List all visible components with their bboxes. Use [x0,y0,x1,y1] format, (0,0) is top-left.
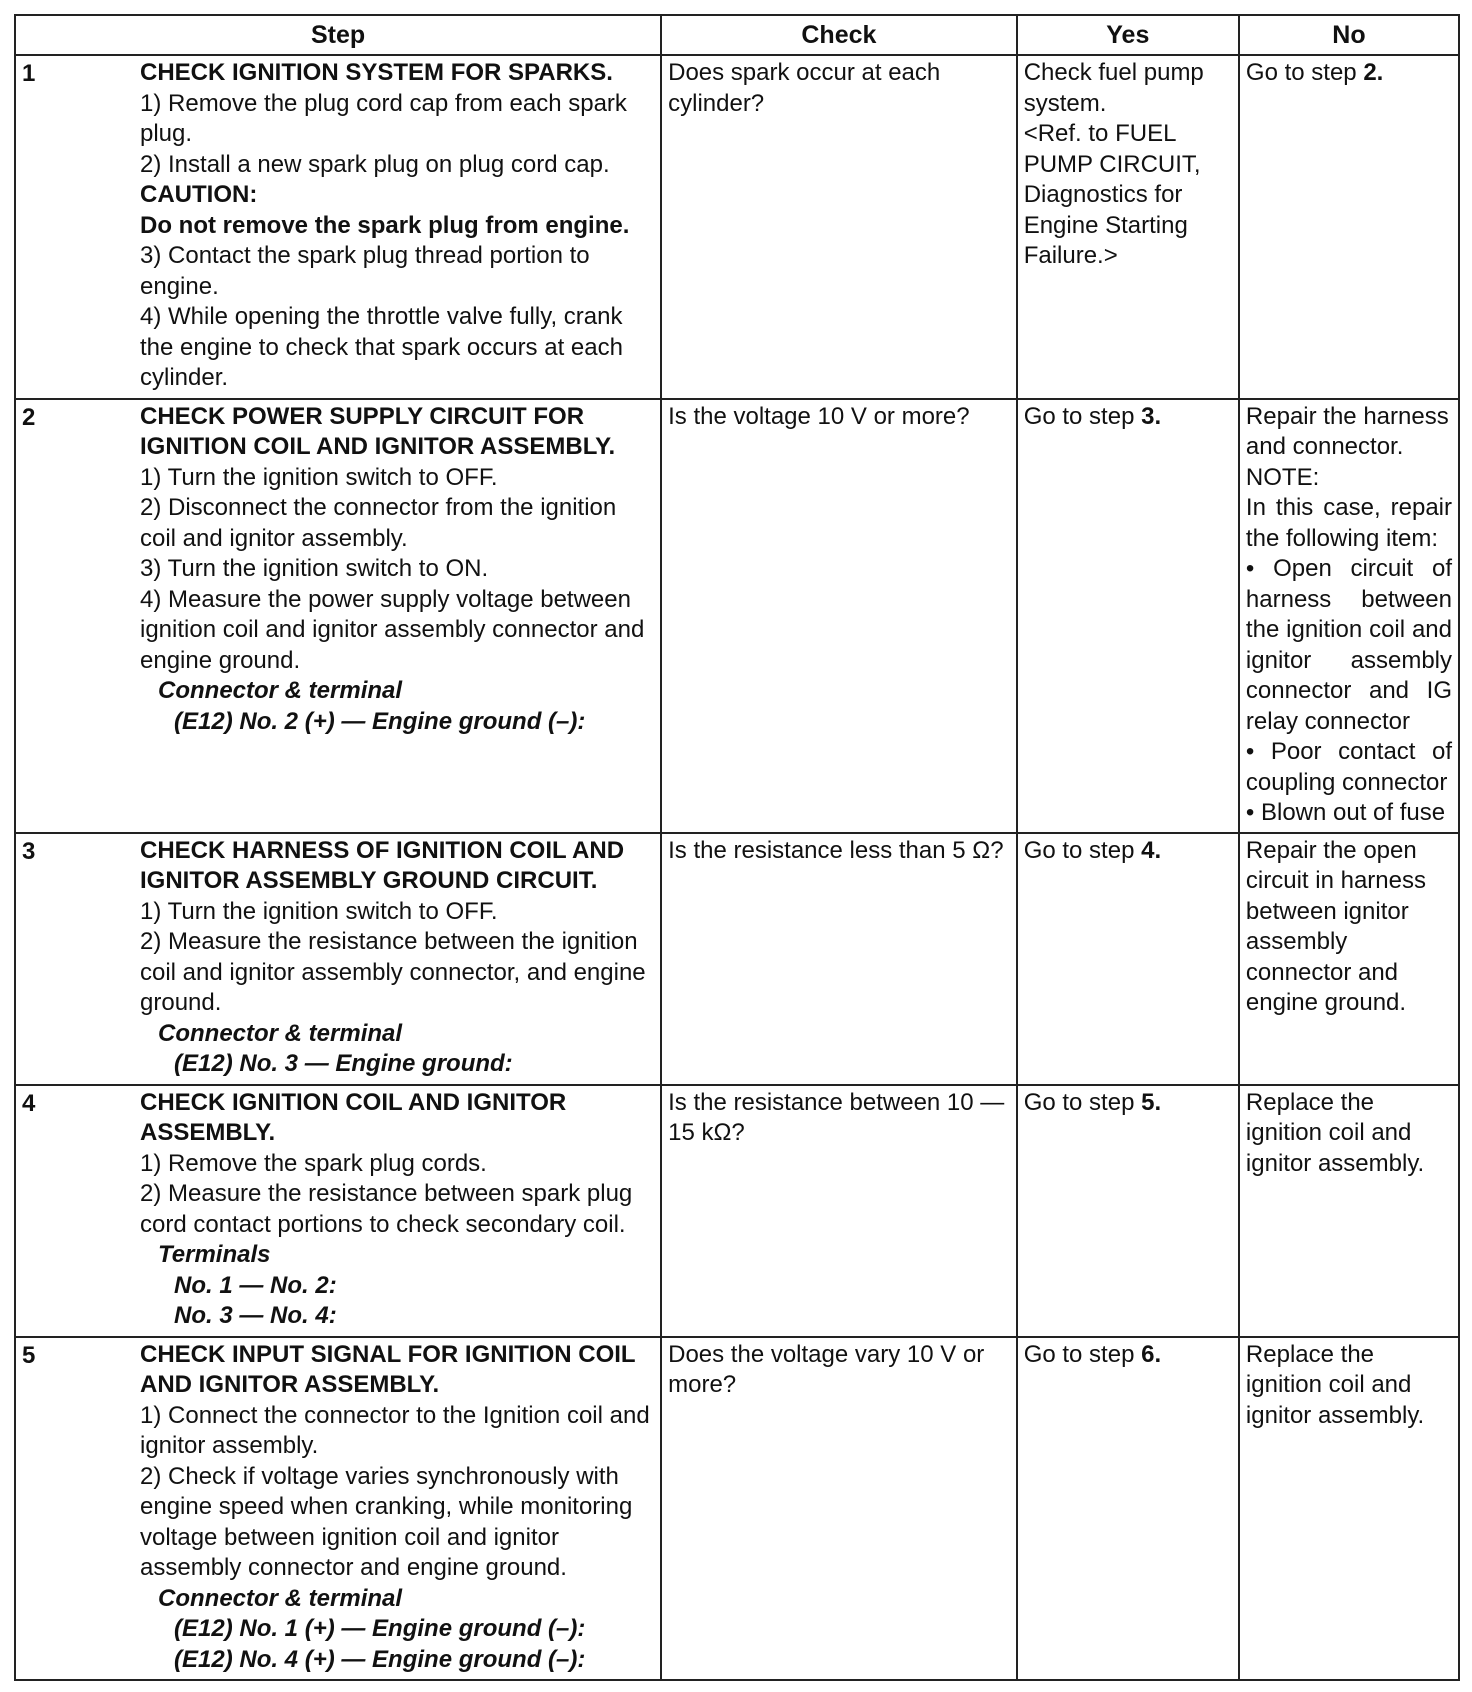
step-instruction: 2) Check if voltage varies synchronously with engine speed when cranking, while monitoring voltage between ignition coil and ignitor assembly connector and engine ground. [140,1462,633,1581]
step-link[interactable]: 4. [1141,836,1162,864]
table-row [15,55,1459,399]
yes-cell [1017,1085,1239,1337]
connector-terminal: (E12) No. 4 (+) — Engine ground (–): [174,1645,586,1673]
step-instruction: 1) Remove the plug cord cap from each spark plug. [140,89,627,147]
no-cell: Replace the ignition coil and ignitor assembly. [1239,1337,1459,1681]
step-cell [15,55,661,399]
step-instruction: 3) Contact the spark plug thread portion to engine. [140,242,590,300]
caution-text: Do not remove the spark plug from engine. [140,211,630,239]
step-link[interactable]: 6. [1141,1340,1162,1368]
step-instruction: 4) Measure the power supply voltage between ignition coil and ignitor assembly connector and engine ground. [140,585,645,674]
connector-terminal: (E12) No. 1 (+) — Engine ground (–): [174,1615,586,1642]
no-text: In this case, repair the following item: [1245,494,1452,552]
yes-text: Go to step [1023,402,1135,430]
diagnostic-table [14,14,1460,1681]
step-instruction: 1) Turn the ignition switch to OFF. [140,463,498,491]
connector-label: Connector & terminal [158,677,403,704]
step-instruction: 4) While opening the throttle valve fully, crank the engine to check that spark occurs at each cylinder. [140,303,623,391]
step-instruction: 1) Remove the spark plug cords. [140,1149,487,1177]
step-number: 3 [22,837,36,865]
step-number: 2 [22,403,36,431]
yes-cell [1017,1337,1239,1681]
check-cell: Is the voltage 10 V or more? [661,399,1017,833]
step-link[interactable]: 5. [1141,1088,1162,1116]
no-cell: Repair the open circuit in harness between ignitor assembly connector and engine ground. [1239,833,1459,1085]
step-instruction: 2) Disconnect the connector from the ignition coil and ignitor assembly. [140,494,617,552]
yes-text: Check fuel pump system. [1023,59,1204,117]
check-cell: Does the voltage vary 10 V or more? [661,1337,1017,1681]
yes-text: Go to step [1023,1088,1135,1116]
yes-cell [1017,55,1239,399]
header-step: Step [15,15,661,55]
terminal-pair: No. 1 — No. 2: [174,1271,337,1299]
check-cell: Is the resistance less than 5 Ω? [661,833,1017,1085]
yes-cell [1017,399,1239,833]
terminals-label: Terminals [158,1241,271,1268]
step-instruction: 2) Measure the resistance between spark plug cord contact portions to check secondary coil. [140,1180,633,1238]
terminal-pair: No. 3 — No. 4: [174,1302,337,1329]
step-instruction: 2) Measure the resistance between the ignition coil and ignitor assembly connector, and engine ground. [140,928,646,1016]
no-bullet: • Poor contact of coupling connector [1245,738,1452,796]
no-cell [1239,399,1459,833]
step-link[interactable]: 2. [1363,59,1384,86]
no-bullet: • Open circuit of harness between the ignition coil and ignitor assembly connector and IG relay connector [1245,555,1452,735]
table-row [15,1337,1459,1681]
connector-label: Connector & terminal [158,1019,403,1047]
yes-cell [1017,833,1239,1085]
step-title: CHECK INPUT SIGNAL FOR IGNITION COIL AND IGNITOR ASSEMBLY. [140,1340,636,1398]
step-title: CHECK HARNESS OF IGNITION COIL AND IGNITOR ASSEMBLY GROUND CIRCUIT. [140,836,625,894]
step-cell [15,399,661,833]
table-row [15,833,1459,1085]
step-title: CHECK IGNITION COIL AND IGNITOR ASSEMBLY. [140,1088,567,1146]
step-title: CHECK IGNITION SYSTEM FOR SPARKS. [140,59,613,86]
header-check: Check [661,15,1017,55]
step-cell [15,1337,661,1681]
header-no: No [1239,15,1459,55]
yes-reference-link[interactable]: <Ref. to FUEL PUMP CIRCUIT, Diagnostics for Engine Starting Failure.> [1023,120,1201,269]
connector-label: Connector & terminal [158,1584,403,1612]
step-cell [15,1085,661,1337]
step-number: 5 [22,1341,36,1369]
table-row [15,1085,1459,1337]
step-cell [15,833,661,1085]
no-text: Repair the harness and connector. [1245,402,1449,460]
step-instruction: 1) Connect the connector to the Ignition coil and ignitor assembly. [140,1401,650,1459]
step-title: CHECK POWER SUPPLY CIRCUIT FOR IGNITION COIL AND IGNITOR ASSEMBLY. [140,402,616,460]
step-number: 4 [22,1089,36,1117]
yes-text: Go to step [1023,836,1135,864]
no-bullet: • Blown out of fuse [1245,799,1446,826]
check-cell: Does spark occur at each cylinder? [661,55,1017,399]
caution-label: CAUTION: [140,181,258,208]
step-number: 1 [22,60,36,87]
check-cell: Is the resistance between 10 — 15 kΩ? [661,1085,1017,1337]
step-link[interactable]: 3. [1141,402,1162,430]
header-row [15,15,1459,55]
header-yes: Yes [1017,15,1239,55]
connector-terminal: (E12) No. 2 (+) — Engine ground (–): [174,707,586,735]
step-instruction: 2) Install a new spark plug on plug cord cap. [140,150,610,178]
yes-text: Go to step [1023,1340,1135,1368]
no-text: Go to step [1245,59,1357,86]
connector-terminal: (E12) No. 3 — Engine ground: [174,1050,513,1077]
step-instruction: 3) Turn the ignition switch to ON. [140,555,489,582]
no-cell [1239,55,1459,399]
no-cell: Replace the ignition coil and ignitor assembly. [1239,1085,1459,1337]
note-label: NOTE: [1245,463,1320,491]
step-instruction: 1) Turn the ignition switch to OFF. [140,897,498,925]
table-row [15,399,1459,833]
